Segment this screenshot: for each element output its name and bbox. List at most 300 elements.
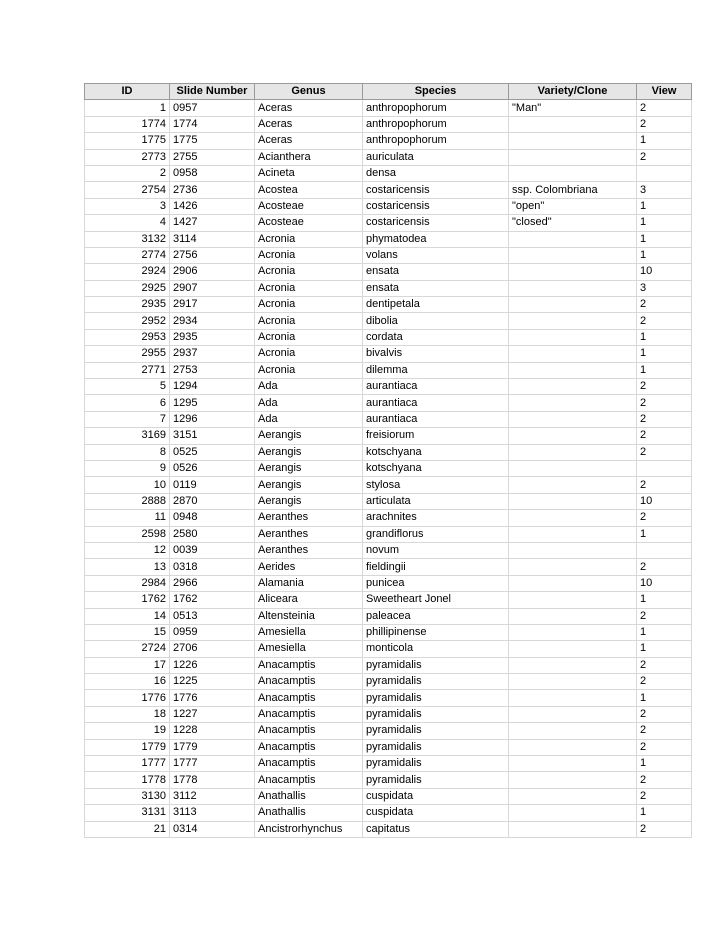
cell-variety-clone: [509, 674, 637, 690]
cell-variety-clone: [509, 428, 637, 444]
cell-species: costaricensis: [363, 182, 509, 198]
cell-species: ensata: [363, 264, 509, 280]
cell-genus: Acosteae: [255, 198, 363, 214]
table-row: [85, 641, 692, 657]
cell-genus: Acronia: [255, 362, 363, 378]
cell-species: anthropophorum: [363, 100, 509, 116]
cell-genus: Acineta: [255, 165, 363, 181]
cell-id: 2935: [85, 297, 170, 313]
cell-genus: Acronia: [255, 247, 363, 263]
table-row: [85, 395, 692, 411]
cell-view: 2: [637, 477, 692, 493]
cell-genus: Aeranthes: [255, 542, 363, 558]
cell-genus: Acosteae: [255, 215, 363, 231]
table-row: [85, 313, 692, 329]
table-row: [85, 297, 692, 313]
cell-slide-number: 3151: [170, 428, 255, 444]
table-row: [85, 657, 692, 673]
cell-genus: Aeranthes: [255, 510, 363, 526]
cell-genus: Aerangis: [255, 477, 363, 493]
cell-slide-number: 1427: [170, 215, 255, 231]
cell-genus: Anacamptis: [255, 657, 363, 673]
cell-slide-number: 1774: [170, 116, 255, 132]
cell-view: 2: [637, 297, 692, 313]
cell-view: [637, 460, 692, 476]
cell-id: 3130: [85, 788, 170, 804]
cell-view: [637, 542, 692, 558]
cell-genus: Amesiella: [255, 624, 363, 640]
cell-genus: Ada: [255, 395, 363, 411]
cell-view: 1: [637, 805, 692, 821]
cell-species: volans: [363, 247, 509, 263]
cell-view: 2: [637, 657, 692, 673]
column-header-view: View: [637, 84, 692, 100]
cell-id: 15: [85, 624, 170, 640]
cell-variety-clone: [509, 723, 637, 739]
cell-id: 2925: [85, 280, 170, 296]
cell-slide-number: 1775: [170, 133, 255, 149]
cell-slide-number: 2755: [170, 149, 255, 165]
cell-slide-number: 0039: [170, 542, 255, 558]
table-row: [85, 592, 692, 608]
cell-variety-clone: [509, 542, 637, 558]
cell-genus: Acronia: [255, 280, 363, 296]
cell-view: 2: [637, 608, 692, 624]
table-row: [85, 674, 692, 690]
cell-id: 1762: [85, 592, 170, 608]
cell-slide-number: 0958: [170, 165, 255, 181]
cell-species: grandiflorus: [363, 526, 509, 542]
cell-species: costaricensis: [363, 215, 509, 231]
cell-slide-number: 2753: [170, 362, 255, 378]
cell-variety-clone: ssp. Colombriana: [509, 182, 637, 198]
cell-id: 2924: [85, 264, 170, 280]
cell-id: 3169: [85, 428, 170, 444]
cell-species: densa: [363, 165, 509, 181]
table-row: [85, 624, 692, 640]
cell-id: 3: [85, 198, 170, 214]
cell-id: 16: [85, 674, 170, 690]
cell-id: 5: [85, 379, 170, 395]
cell-variety-clone: [509, 116, 637, 132]
orchid-slide-table: [84, 83, 692, 838]
cell-variety-clone: [509, 444, 637, 460]
table-row: [85, 116, 692, 132]
cell-slide-number: 1778: [170, 772, 255, 788]
table-row: [85, 149, 692, 165]
table-row: [85, 706, 692, 722]
cell-species: pyramidalis: [363, 674, 509, 690]
cell-species: dibolia: [363, 313, 509, 329]
cell-slide-number: 2907: [170, 280, 255, 296]
table-body: [85, 100, 692, 838]
cell-species: aurantiaca: [363, 379, 509, 395]
cell-species: fieldingii: [363, 559, 509, 575]
cell-id: 2754: [85, 182, 170, 198]
cell-id: 17: [85, 657, 170, 673]
cell-species: aurantiaca: [363, 411, 509, 427]
cell-view: 1: [637, 198, 692, 214]
cell-view: 2: [637, 706, 692, 722]
cell-view: 2: [637, 428, 692, 444]
cell-view: 1: [637, 756, 692, 772]
cell-species: phymatodea: [363, 231, 509, 247]
cell-slide-number: 1228: [170, 723, 255, 739]
cell-variety-clone: [509, 477, 637, 493]
cell-genus: Acronia: [255, 297, 363, 313]
cell-slide-number: 1762: [170, 592, 255, 608]
table-row: [85, 247, 692, 263]
cell-id: 18: [85, 706, 170, 722]
cell-view: 2: [637, 100, 692, 116]
table-row: [85, 198, 692, 214]
cell-species: freisiorum: [363, 428, 509, 444]
cell-variety-clone: [509, 231, 637, 247]
cell-species: paleacea: [363, 608, 509, 624]
cell-view: 2: [637, 313, 692, 329]
cell-view: 1: [637, 362, 692, 378]
cell-view: [637, 165, 692, 181]
cell-species: pyramidalis: [363, 690, 509, 706]
cell-variety-clone: [509, 362, 637, 378]
cell-species: arachnites: [363, 510, 509, 526]
cell-genus: Acostea: [255, 182, 363, 198]
cell-slide-number: 2937: [170, 346, 255, 362]
cell-variety-clone: "open": [509, 198, 637, 214]
cell-slide-number: 3114: [170, 231, 255, 247]
cell-view: 2: [637, 772, 692, 788]
cell-variety-clone: [509, 165, 637, 181]
cell-variety-clone: [509, 149, 637, 165]
cell-id: 9: [85, 460, 170, 476]
cell-variety-clone: "Man": [509, 100, 637, 116]
cell-genus: Aceras: [255, 133, 363, 149]
cell-id: 19: [85, 723, 170, 739]
cell-genus: Anacamptis: [255, 690, 363, 706]
cell-variety-clone: [509, 706, 637, 722]
cell-variety-clone: [509, 264, 637, 280]
cell-slide-number: 2580: [170, 526, 255, 542]
cell-species: aurantiaca: [363, 395, 509, 411]
cell-view: 1: [637, 526, 692, 542]
cell-species: Sweetheart Jonel: [363, 592, 509, 608]
cell-variety-clone: [509, 575, 637, 591]
cell-slide-number: 1776: [170, 690, 255, 706]
cell-view: 3: [637, 182, 692, 198]
cell-genus: Anacamptis: [255, 674, 363, 690]
cell-genus: Anacamptis: [255, 756, 363, 772]
cell-view: 1: [637, 215, 692, 231]
cell-genus: Aerangis: [255, 428, 363, 444]
column-header-id: ID: [85, 84, 170, 100]
column-header-species: Species: [363, 84, 509, 100]
cell-species: pyramidalis: [363, 723, 509, 739]
cell-slide-number: 0318: [170, 559, 255, 575]
cell-view: 2: [637, 149, 692, 165]
cell-genus: Altensteinia: [255, 608, 363, 624]
cell-view: 3: [637, 280, 692, 296]
cell-species: capitatus: [363, 821, 509, 837]
cell-variety-clone: "closed": [509, 215, 637, 231]
cell-variety-clone: [509, 493, 637, 509]
cell-id: 1776: [85, 690, 170, 706]
cell-slide-number: 2917: [170, 297, 255, 313]
cell-view: 1: [637, 641, 692, 657]
table-row: [85, 428, 692, 444]
cell-id: 2888: [85, 493, 170, 509]
cell-slide-number: 3113: [170, 805, 255, 821]
cell-genus: Acronia: [255, 313, 363, 329]
cell-id: 2598: [85, 526, 170, 542]
cell-species: pyramidalis: [363, 657, 509, 673]
cell-variety-clone: [509, 297, 637, 313]
cell-variety-clone: [509, 346, 637, 362]
cell-species: cordata: [363, 329, 509, 345]
cell-genus: Aliceara: [255, 592, 363, 608]
cell-genus: Acronia: [255, 329, 363, 345]
cell-view: 2: [637, 788, 692, 804]
cell-slide-number: 1227: [170, 706, 255, 722]
cell-genus: Anacamptis: [255, 739, 363, 755]
cell-slide-number: 2736: [170, 182, 255, 198]
cell-view: 2: [637, 510, 692, 526]
cell-genus: Ada: [255, 411, 363, 427]
table-row: [85, 526, 692, 542]
column-header-genus: Genus: [255, 84, 363, 100]
cell-variety-clone: [509, 247, 637, 263]
cell-view: 2: [637, 739, 692, 755]
table-row: [85, 739, 692, 755]
table-row: [85, 756, 692, 772]
cell-slide-number: 2935: [170, 329, 255, 345]
table-row: [85, 379, 692, 395]
table-row: [85, 723, 692, 739]
table-row: [85, 182, 692, 198]
table-row: [85, 100, 692, 116]
cell-slide-number: 2934: [170, 313, 255, 329]
cell-genus: Aerides: [255, 559, 363, 575]
cell-species: bivalvis: [363, 346, 509, 362]
cell-slide-number: 1779: [170, 739, 255, 755]
table-row: [85, 280, 692, 296]
cell-variety-clone: [509, 756, 637, 772]
cell-variety-clone: [509, 805, 637, 821]
cell-id: 7: [85, 411, 170, 427]
cell-slide-number: 0526: [170, 460, 255, 476]
cell-variety-clone: [509, 411, 637, 427]
cell-id: 2774: [85, 247, 170, 263]
cell-genus: Acronia: [255, 346, 363, 362]
table-row: [85, 493, 692, 509]
cell-species: cuspidata: [363, 805, 509, 821]
cell-id: 4: [85, 215, 170, 231]
cell-id: 1779: [85, 739, 170, 755]
cell-view: 10: [637, 493, 692, 509]
cell-species: pyramidalis: [363, 756, 509, 772]
cell-slide-number: 3112: [170, 788, 255, 804]
cell-genus: Amesiella: [255, 641, 363, 657]
cell-id: 2984: [85, 575, 170, 591]
cell-species: costaricensis: [363, 198, 509, 214]
cell-genus: Aerangis: [255, 460, 363, 476]
cell-genus: Aeranthes: [255, 526, 363, 542]
cell-variety-clone: [509, 788, 637, 804]
cell-variety-clone: [509, 510, 637, 526]
cell-species: pyramidalis: [363, 706, 509, 722]
table-row: [85, 133, 692, 149]
table-row: [85, 346, 692, 362]
cell-species: monticola: [363, 641, 509, 657]
cell-id: 1778: [85, 772, 170, 788]
cell-view: 10: [637, 264, 692, 280]
cell-view: 1: [637, 133, 692, 149]
cell-view: 1: [637, 690, 692, 706]
cell-species: novum: [363, 542, 509, 558]
table-row: [85, 542, 692, 558]
cell-slide-number: 1226: [170, 657, 255, 673]
cell-species: stylosa: [363, 477, 509, 493]
cell-view: 1: [637, 329, 692, 345]
cell-genus: Alamania: [255, 575, 363, 591]
cell-species: kotschyana: [363, 444, 509, 460]
cell-genus: Aerangis: [255, 444, 363, 460]
cell-id: 10: [85, 477, 170, 493]
cell-view: 1: [637, 624, 692, 640]
table-row: [85, 362, 692, 378]
table-row: [85, 477, 692, 493]
cell-view: 2: [637, 395, 692, 411]
cell-species: anthropophorum: [363, 116, 509, 132]
cell-id: 2953: [85, 329, 170, 345]
cell-variety-clone: [509, 608, 637, 624]
table-row: [85, 559, 692, 575]
cell-variety-clone: [509, 657, 637, 673]
cell-variety-clone: [509, 559, 637, 575]
cell-variety-clone: [509, 379, 637, 395]
cell-species: dilemma: [363, 362, 509, 378]
cell-id: 2955: [85, 346, 170, 362]
cell-species: dentipetala: [363, 297, 509, 313]
cell-variety-clone: [509, 526, 637, 542]
cell-genus: Anacamptis: [255, 772, 363, 788]
cell-species: punicea: [363, 575, 509, 591]
cell-genus: Anathallis: [255, 805, 363, 821]
cell-view: 2: [637, 723, 692, 739]
cell-variety-clone: [509, 641, 637, 657]
cell-view: 1: [637, 592, 692, 608]
cell-slide-number: 1777: [170, 756, 255, 772]
cell-id: 6: [85, 395, 170, 411]
cell-slide-number: 2756: [170, 247, 255, 263]
cell-view: 2: [637, 379, 692, 395]
cell-id: 2: [85, 165, 170, 181]
cell-view: 1: [637, 346, 692, 362]
cell-view: 2: [637, 821, 692, 837]
cell-variety-clone: [509, 739, 637, 755]
cell-slide-number: 1426: [170, 198, 255, 214]
table-row: [85, 165, 692, 181]
cell-id: 2771: [85, 362, 170, 378]
cell-id: 12: [85, 542, 170, 558]
table-row: [85, 772, 692, 788]
cell-species: articulata: [363, 493, 509, 509]
cell-genus: Anacamptis: [255, 706, 363, 722]
cell-slide-number: 1296: [170, 411, 255, 427]
cell-view: 2: [637, 559, 692, 575]
cell-view: 1: [637, 231, 692, 247]
cell-slide-number: 2870: [170, 493, 255, 509]
cell-view: 2: [637, 116, 692, 132]
cell-species: pyramidalis: [363, 772, 509, 788]
cell-id: 21: [85, 821, 170, 837]
cell-genus: Aceras: [255, 100, 363, 116]
cell-slide-number: 1225: [170, 674, 255, 690]
cell-id: 1777: [85, 756, 170, 772]
table-row: [85, 821, 692, 837]
cell-id: 2773: [85, 149, 170, 165]
table-row: [85, 444, 692, 460]
cell-id: 11: [85, 510, 170, 526]
cell-variety-clone: [509, 690, 637, 706]
table-row: [85, 231, 692, 247]
cell-slide-number: 0525: [170, 444, 255, 460]
cell-variety-clone: [509, 395, 637, 411]
table-row: [85, 608, 692, 624]
column-header-variety-clone: Variety/Clone: [509, 84, 637, 100]
table-row: [85, 215, 692, 231]
cell-genus: Ada: [255, 379, 363, 395]
cell-id: 1775: [85, 133, 170, 149]
table-row: [85, 460, 692, 476]
cell-variety-clone: [509, 772, 637, 788]
cell-variety-clone: [509, 460, 637, 476]
table-row: [85, 264, 692, 280]
cell-view: 1: [637, 247, 692, 263]
cell-id: 14: [85, 608, 170, 624]
cell-genus: Anathallis: [255, 788, 363, 804]
cell-species: kotschyana: [363, 460, 509, 476]
cell-slide-number: 0513: [170, 608, 255, 624]
cell-genus: Aceras: [255, 116, 363, 132]
header-row: [85, 84, 692, 100]
cell-id: 3131: [85, 805, 170, 821]
cell-variety-clone: [509, 280, 637, 296]
cell-genus: Ancistrorhynchus: [255, 821, 363, 837]
column-header-slide-number: Slide Number: [170, 84, 255, 100]
table-row: [85, 788, 692, 804]
cell-species: cuspidata: [363, 788, 509, 804]
cell-variety-clone: [509, 821, 637, 837]
cell-id: 2952: [85, 313, 170, 329]
cell-variety-clone: [509, 313, 637, 329]
cell-genus: Acianthera: [255, 149, 363, 165]
cell-genus: Acronia: [255, 231, 363, 247]
table-row: [85, 805, 692, 821]
cell-slide-number: 1294: [170, 379, 255, 395]
cell-variety-clone: [509, 133, 637, 149]
cell-id: 2724: [85, 641, 170, 657]
cell-species: anthropophorum: [363, 133, 509, 149]
cell-species: auriculata: [363, 149, 509, 165]
table-row: [85, 690, 692, 706]
cell-id: 1774: [85, 116, 170, 132]
cell-view: 2: [637, 444, 692, 460]
cell-view: 2: [637, 411, 692, 427]
cell-view: 2: [637, 674, 692, 690]
cell-species: phillipinense: [363, 624, 509, 640]
cell-id: 3132: [85, 231, 170, 247]
cell-slide-number: 0959: [170, 624, 255, 640]
